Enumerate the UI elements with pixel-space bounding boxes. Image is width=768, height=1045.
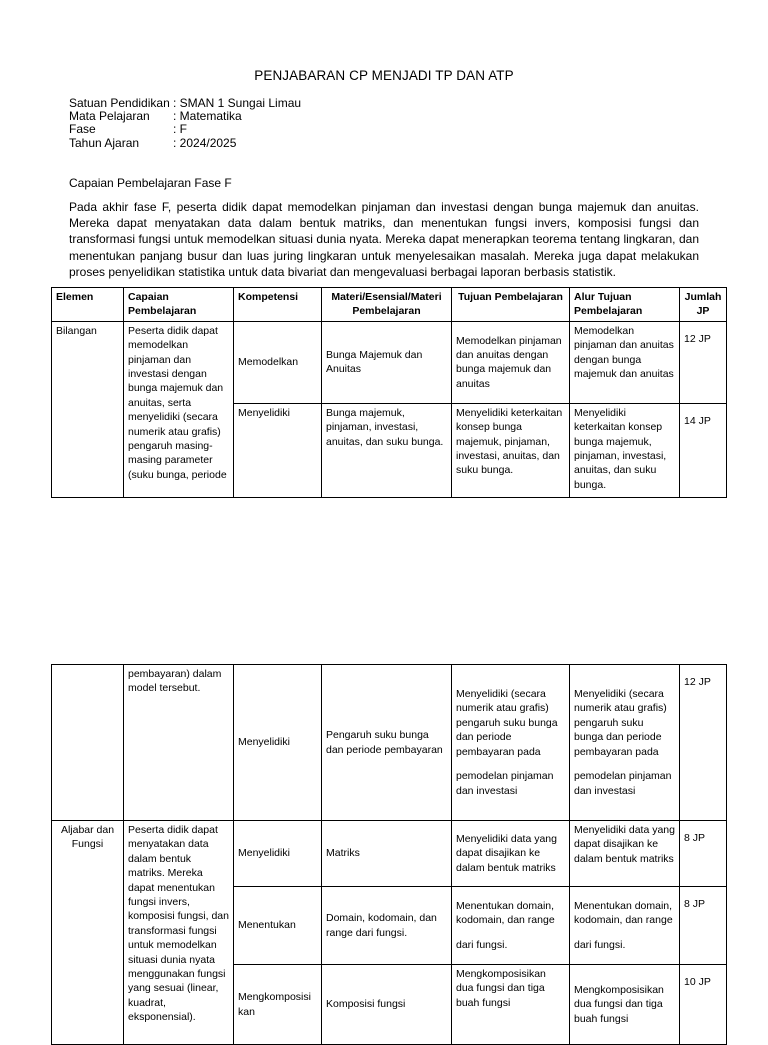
page-title: PENJABARAN CP MENJADI TP DAN ATP (254, 68, 514, 83)
cell-kompetensi: Menentukan (234, 887, 322, 965)
cell-alur: Memodelkan pinjaman dan anuitas dengan bunga majemuk dan anuitas (570, 321, 680, 403)
cell-tujuan (452, 887, 570, 965)
cell-alur: Mengkomposisikan dua fungsi dan tiga buah fungsi (570, 965, 680, 1045)
cell-materi: Domain, kodomain, dan range dari fungsi. (322, 887, 452, 965)
document-info (69, 97, 301, 150)
cp-paragraph: Pada akhir fase F, peserta didik dapat memodelkan pinjaman dan investasi dengan bunga majemuk dan anuitas. Mereka dapat menyatakan data dalam bentuk matriks, dan menentukan fungsi invers, komposisi fungsi dan transformasi fungsi untuk memodelkan situasi dunia nyata. Mereka dapat menerapkan teorema tentang lingkaran, dan menentukan panjang busur dan luas juring lingkaran untuk menyelesaikan masalah. Mereka juga dapat melakukan proses penyelidikan statistika untuk data bivariat dan mengevaluasi berbagai laporan berbasis statistik. (69, 200, 699, 279)
cell-materi: Bunga Majemuk dan Anuitas (322, 321, 452, 403)
table-row (52, 665, 727, 821)
cell-jp: 12 JP (680, 321, 727, 403)
cell-elemen (52, 665, 124, 821)
cell-tujuan: Menyelidiki data yang dapat disajikan ke dalam bentuk matriks (452, 821, 570, 887)
info-value: : SMAN 1 Sungai Limau (173, 96, 302, 110)
info-label: Satuan Pendidikan (69, 96, 170, 110)
info-row (69, 123, 301, 136)
cell-tujuan: Menyelidiki keterkaitan konsep bunga majemuk, pinjaman, investasi, anuitas, dan suku bunga. (452, 403, 570, 497)
alur-text: Menyelidiki (secara numerik atau grafis) pengaruh suku bunga dan periode pembayaran pada (574, 688, 667, 758)
cell-jp: 14 JP (680, 403, 727, 497)
cell-kompetensi: Menyelidiki (234, 821, 322, 887)
header-elemen: Elemen (52, 288, 124, 322)
cell-tujuan: Mengkomposisikan dua fungsi dan tiga buah fungsi (452, 965, 570, 1045)
cell-kompetensi: Menyelidiki (234, 665, 322, 821)
info-row (69, 137, 301, 150)
tujuan-text: dari fungsi. (456, 938, 508, 951)
cell-jp: 12 JP (680, 665, 727, 821)
cell-alur (570, 665, 680, 821)
atp-table-page-2 (51, 664, 727, 1045)
tujuan-text: pemodelan pinjaman dan investasi (456, 770, 554, 797)
alur-text: dari fungsi. (574, 938, 626, 951)
cell-capaian: pembayaran) dalam model tersebut. (124, 665, 234, 821)
table-header-row (52, 288, 727, 322)
cell-alur: Menyelidiki data yang dapat disajikan ke dalam bentuk matriks (570, 821, 680, 887)
header-alur: Alur Tujuan Pembelajaran (570, 288, 680, 322)
cell-jp: 10 JP (680, 965, 727, 1045)
cell-materi: Komposisi fungsi (322, 965, 452, 1045)
cell-kompetensi: Menyelidiki (234, 403, 322, 497)
cell-elemen: Aljabar dan Fungsi (52, 821, 124, 1045)
info-value: : Matematika (173, 109, 242, 124)
cell-materi: Matriks (322, 821, 452, 887)
header-capaian: Capaian Pembelajaran (124, 288, 234, 322)
info-value: : F (173, 122, 187, 137)
table-row (52, 821, 727, 887)
header-kompetensi: Kompetensi (234, 288, 322, 322)
cell-alur (570, 887, 680, 965)
cell-tujuan: Memodelkan pinjaman dan anuitas dengan bunga majemuk dan anuitas (452, 321, 570, 403)
cell-capaian: Peserta didik dapat menyatakan data dalam bentuk matriks. Mereka dapat menentukan fungsi invers, komposisi fungsi, dan transformasi fungsi untuk memodelkan situasi dunia nyata menggunakan fungsi yang sesuai (linear, kuadrat, eksponensial). (124, 821, 234, 1045)
cell-capaian: Peserta didik dapat memodelkan pinjaman dan investasi dengan bunga majemuk dan anuitas, serta menyelidiki (secara numerik atau grafis) pengaruh masing-masing parameter (suku bunga, periode (124, 321, 234, 497)
cell-alur: Menyelidiki keterkaitan konsep bunga majemuk, pinjaman, investasi, anuitas, dan suku bunga. (570, 403, 680, 497)
tujuan-text: Menyelidiki (secara numerik atau grafis) pengaruh suku bunga dan periode pembayaran pada (456, 688, 558, 758)
cell-materi: Pengaruh suku bunga dan periode pembayaran (322, 665, 452, 821)
table-row (52, 321, 727, 403)
cell-jp: 8 JP (680, 821, 727, 887)
alur-text: pemodelan pinjaman dan investasi (574, 770, 672, 797)
header-materi: Materi/Esensial/Materi Pembelajaran (322, 288, 452, 322)
cell-elemen: Bilangan (52, 321, 124, 497)
info-label: Fase (69, 122, 96, 137)
cell-jp: 8 JP (680, 887, 727, 965)
info-value: : 2024/2025 (173, 135, 237, 150)
atp-table-page-1 (51, 287, 727, 498)
cell-kompetensi: Memodelkan (234, 321, 322, 403)
alur-text: Menentukan domain, kodomain, dan range (574, 899, 673, 927)
header-jp: Jumlah JP (680, 288, 727, 322)
cell-kompetensi: Mengkomposisi kan (234, 965, 322, 1045)
cell-tujuan (452, 665, 570, 821)
info-label: Tahun Ajaran (69, 135, 140, 150)
header-tujuan: Tujuan Pembelajaran (452, 288, 570, 322)
cp-heading: Capaian Pembelajaran Fase F (69, 176, 232, 190)
tujuan-text: Menentukan domain, kodomain, dan range (456, 899, 555, 927)
cell-materi: Bunga majemuk, pinjaman, investasi, anuitas, dan suku bunga. (322, 403, 452, 497)
info-label: Mata Pelajaran (69, 109, 150, 124)
